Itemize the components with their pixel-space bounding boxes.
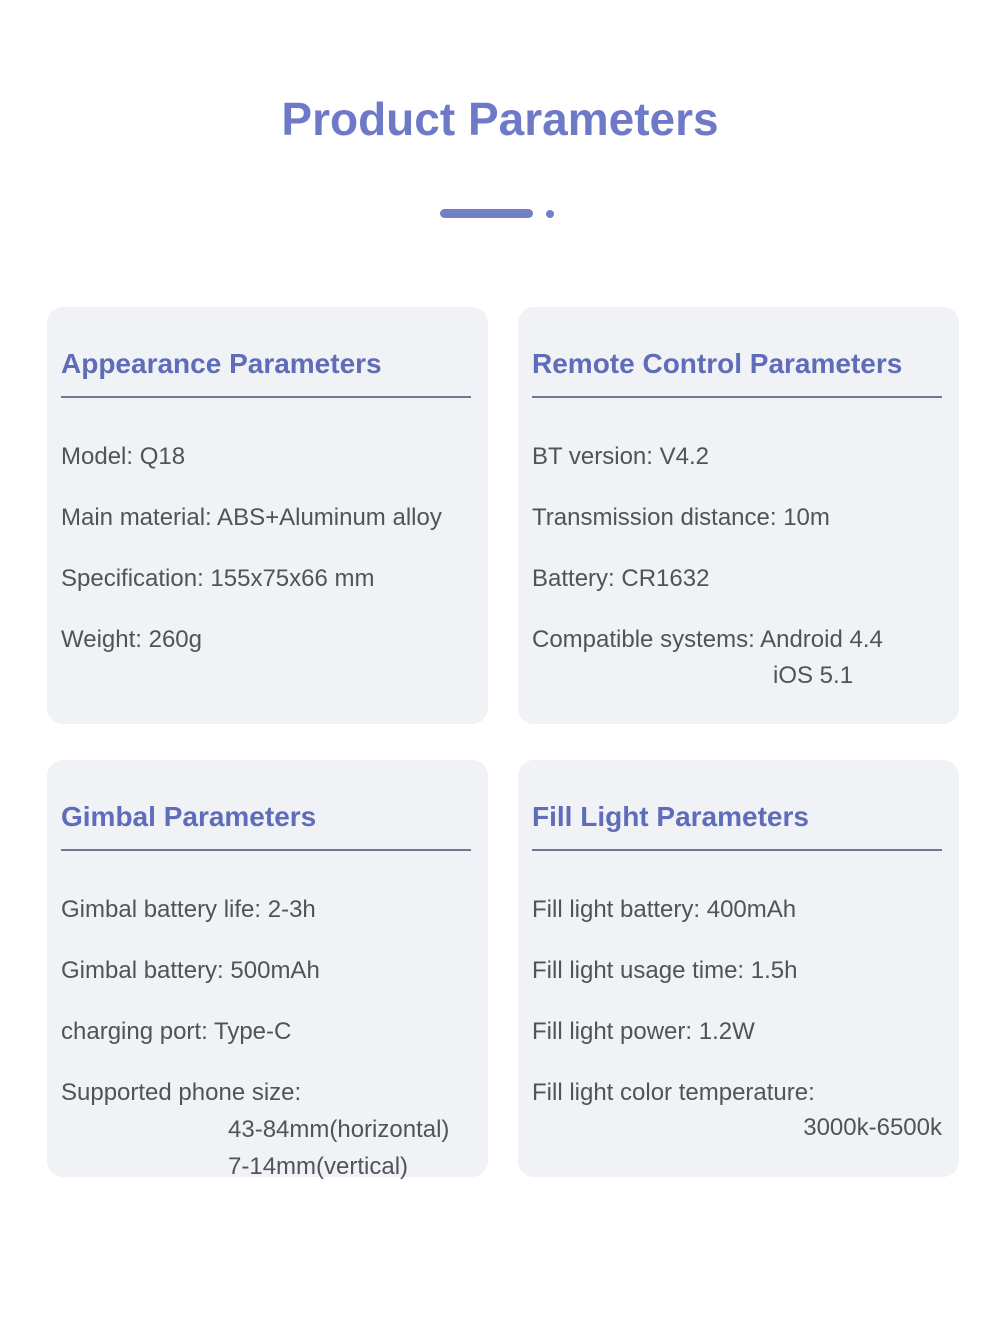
spec-continuation-line: 7-14mm(vertical) [228,1153,409,1180]
spec-row: charging port: Type-C [61,1018,292,1045]
card-title-underline [532,849,942,851]
spec-row: Main material: ABS+Aluminum alloy [61,504,442,531]
card-appearance [47,307,488,724]
spec-row: Fill light battery: 400mAh [532,896,797,923]
spec-row: Compatible systems: Android 4.4 [532,626,883,653]
spec-row: Gimbal battery life: 2-3h [61,896,316,923]
spec-continuation-line: 43-84mm(horizontal) [228,1116,450,1143]
spec-row: Fill light color temperature: [532,1079,815,1106]
spec-row: BT version: V4.2 [532,443,709,470]
title-divider-dot [546,210,554,218]
spec-row: Model: Q18 [61,443,186,470]
title-divider [440,209,554,218]
card-title: Fill Light Parameters [532,801,809,832]
spec-row: Fill light usage time: 1.5h [532,957,798,984]
title-divider-bar [440,209,533,218]
card-gimbal [47,760,488,1180]
spec-row: Specification: 155x75x66 mm [61,565,375,592]
spec-row: Transmission distance: 10m [532,504,830,531]
card-title: Gimbal Parameters [61,801,317,832]
spec-row: Gimbal battery: 500mAh [61,957,320,984]
card-fill-light [518,760,959,1177]
spec-list [61,895,471,1182]
page-title: Product Parameters [281,93,719,145]
spec-continuation-line: iOS 5.1 [773,662,854,689]
spec-list [61,442,471,655]
spec-list [532,442,942,691]
card-title-underline [532,396,942,398]
spec-row: Supported phone size: [61,1079,302,1106]
spec-list [532,895,942,1143]
card-title-underline [61,396,471,398]
spec-continuation-line: 3000k-6500k [803,1114,942,1141]
card-title: Remote Control Parameters [532,348,903,379]
card-title-underline [61,849,471,851]
cards-grid [47,307,959,1180]
spec-row: Battery: CR1632 [532,565,710,592]
card-remote-control [518,307,959,724]
spec-row: Fill light power: 1.2W [532,1018,755,1045]
spec-row: Weight: 260g [61,626,202,653]
card-title: Appearance Parameters [61,348,382,379]
